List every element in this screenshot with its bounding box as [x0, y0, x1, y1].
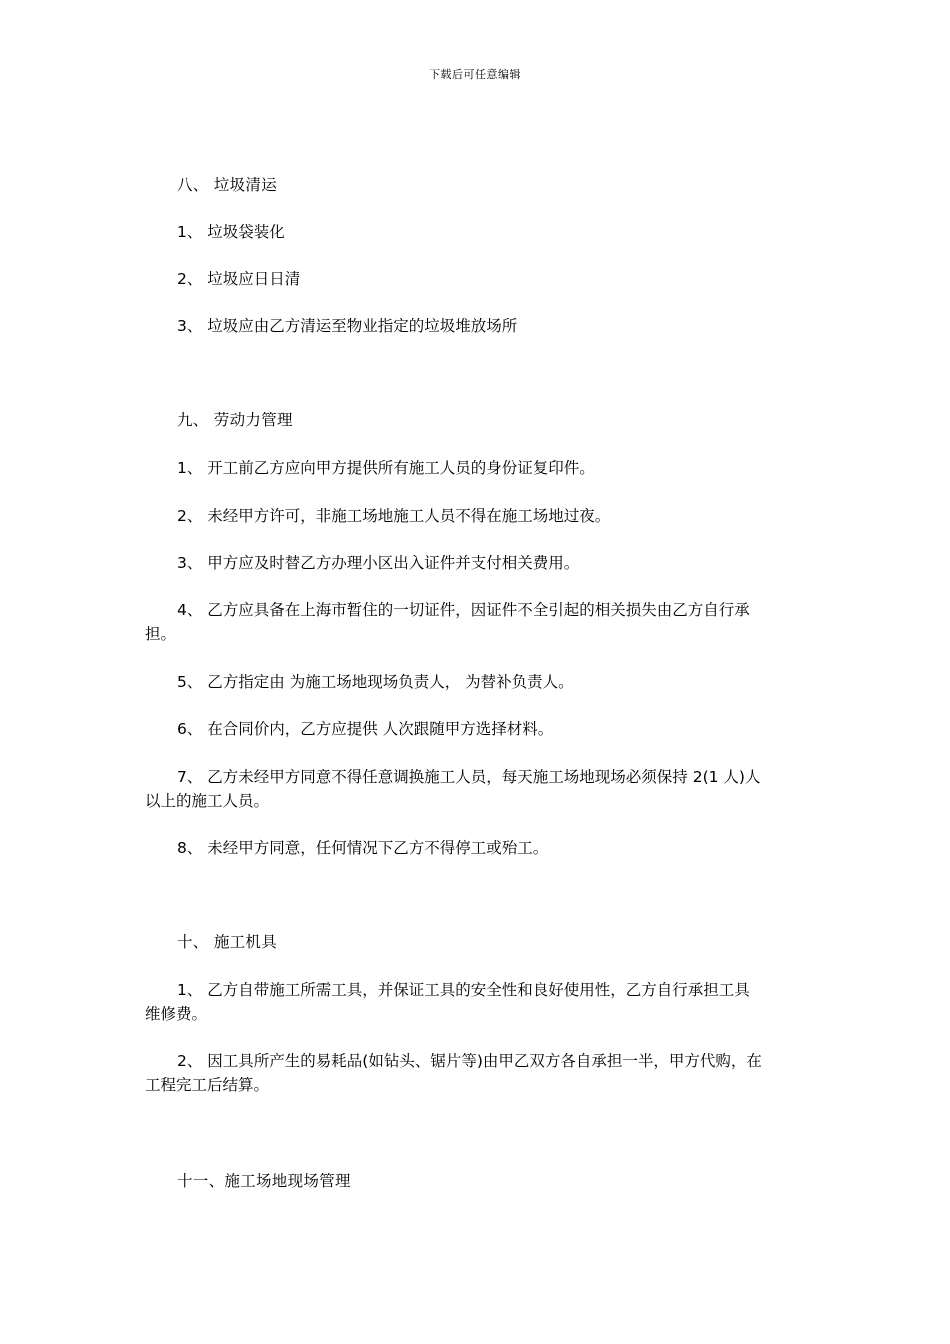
list-item-continuation: 以上的施工人员。 [145, 792, 270, 810]
list-item: 2、 未经甲方许可，非施工场地施工人员不得在施工场地过夜。 [177, 507, 611, 525]
list-item-continuation: 维修费。 [145, 1005, 208, 1023]
list-item-continuation: 工程完工后结算。 [145, 1076, 270, 1094]
list-item: 3、 垃圾应由乙方清运至物业指定的垃圾堆放场所 [177, 317, 518, 335]
list-item: 8、 未经甲方同意，任何情况下乙方不得停工或殆工。 [177, 839, 549, 857]
list-item: 2、 因工具所产生的易耗品(如钻头、锯片等)由甲乙双方各自承担一半，甲方代购，在 [177, 1052, 762, 1070]
list-item-continuation: 担。 [145, 625, 177, 643]
section-heading-10: 十、 施工机具 [177, 933, 278, 951]
list-item: 5、 乙方指定由 为施工场地现场负责人， 为替补负责人。 [177, 673, 574, 691]
section-heading-9: 九、 劳动力管理 [177, 411, 293, 429]
list-item: 3、 甲方应及时替乙方办理小区出入证件并支付相关费用。 [177, 554, 580, 572]
section-heading-11: 十一、施工场地现场管理 [177, 1172, 351, 1190]
section-heading-8: 八、 垃圾清运 [177, 176, 278, 194]
list-item: 2、 垃圾应日日清 [177, 270, 301, 288]
page-header: 下载后可任意编辑 [429, 68, 521, 81]
list-item: 1、 乙方自带施工所需工具，并保证工具的安全性和良好使用性，乙方自行承担工具 [177, 981, 750, 999]
list-item: 1、 垃圾袋装化 [177, 223, 285, 241]
list-item: 7、 乙方未经甲方同意不得任意调换施工人员，每天施工场地现场必须保持 2(1 人)人 [177, 768, 761, 786]
list-item: 4、 乙方应具备在上海市暂住的一切证件，因证件不全引起的相关损失由乙方自行承 [177, 601, 750, 619]
list-item: 1、 开工前乙方应向甲方提供所有施工人员的身份证复印件。 [177, 459, 595, 477]
list-item: 6、 在合同价内，乙方应提供 人次跟随甲方选择材料。 [177, 720, 554, 738]
